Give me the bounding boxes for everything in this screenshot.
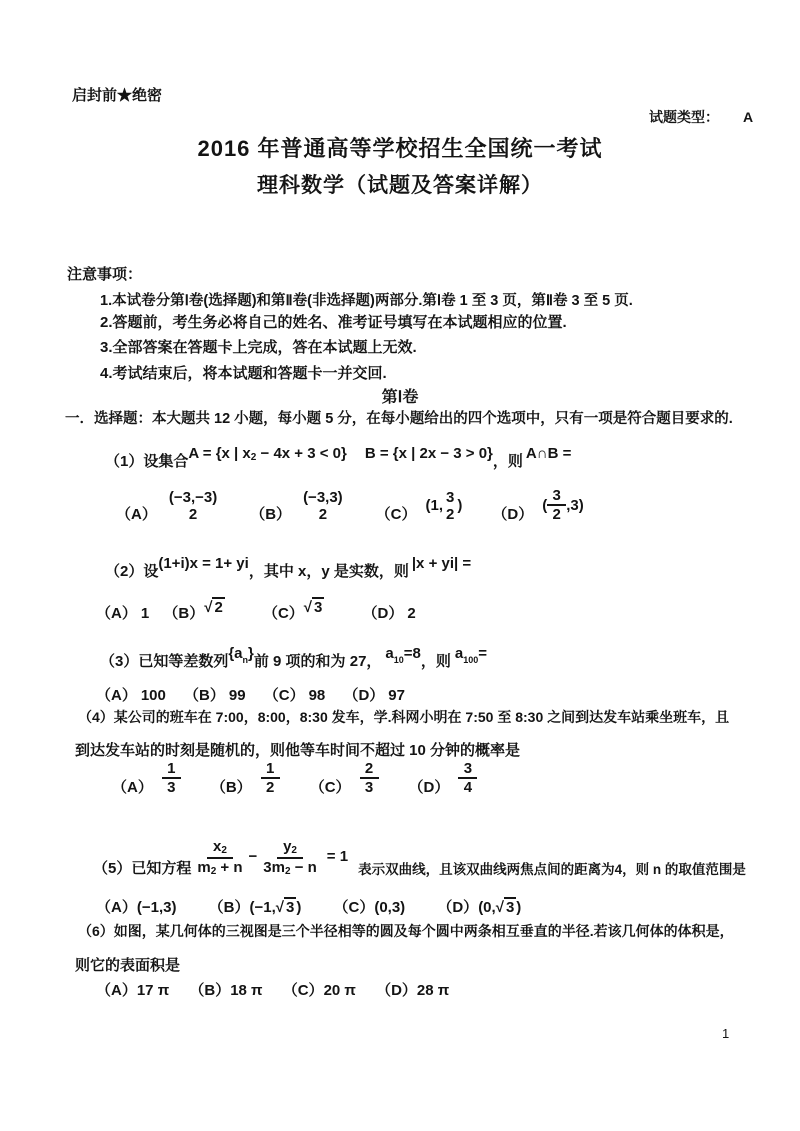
q3-then: ，则 (420, 653, 451, 670)
fraction-numerator: 1 (167, 760, 176, 777)
question-5-stem (93, 838, 746, 878)
fraction-denominator: 3 (360, 777, 379, 796)
q5-f2-num: y (283, 838, 292, 855)
fraction (166, 489, 220, 524)
q2-option-b (163, 599, 224, 622)
option-label: （C） (309, 778, 351, 796)
q5-option-b (209, 899, 302, 916)
option-post: ) (457, 496, 463, 514)
fraction-denominator: 2 (188, 506, 198, 524)
q2-option-a (96, 605, 149, 622)
radicand: 3 (505, 899, 515, 916)
question-1-stem (105, 445, 572, 471)
q3-a10 (385, 645, 421, 665)
option-label: （C） (262, 605, 304, 622)
radical-sign: √ (275, 899, 284, 916)
notice-item-1: 1.本试卷分第Ⅰ卷(选择题)和第Ⅱ卷(非选择题)两部分.第Ⅰ卷 1 至 3 页，第Ⅱ卷 3 至 5 页. (100, 293, 633, 309)
fraction-denominator (261, 859, 319, 878)
q5-tail: 表示双曲线，且该双曲线两焦点间的距离为4，则 n 的取值范围是 (358, 861, 746, 877)
option-value: (−1,3) (136, 899, 177, 916)
q4-options (112, 760, 507, 797)
fraction (458, 760, 477, 797)
paper-type-value: A (743, 109, 754, 125)
q3-option-c (264, 687, 326, 704)
q6-options (96, 979, 477, 1000)
q3-seq-post: } (248, 645, 254, 662)
section-instructions: 一．选择题：本大题共 12 小题，每小题 5 分，在每小题给出的四个选项中，只有一项是符合题目要求的. (65, 411, 733, 427)
option-label: （B） (250, 505, 292, 523)
q6-option-b (189, 982, 262, 999)
classification-label: 启封前★绝密 (72, 87, 163, 104)
option-label: （B） (184, 687, 225, 704)
radical-sign: √ (204, 599, 213, 616)
option-value: 18 π (230, 982, 263, 999)
option-value: 1 (140, 605, 150, 622)
q1-set-a-post: − 4x + 3 < 0} (256, 445, 347, 462)
q1-option-b (250, 487, 345, 524)
q5-fraction-1 (195, 838, 244, 878)
q2-option-d (363, 605, 416, 622)
q5-f1-den-a: m (197, 858, 211, 876)
q1-option-c (376, 487, 463, 524)
question-4-line1: （4）某公司的班车在 7:00，8:00，8:30 发车，学.科网小明在 7:50 至 8:30 之间到达发车站乘坐班车，且 (78, 709, 730, 725)
q2-options (96, 599, 444, 623)
q5-f1-den-b: + n (216, 858, 243, 876)
q4-option-c (310, 760, 379, 797)
option-value: 98 (308, 687, 326, 704)
page-number: 1 (722, 1026, 730, 1041)
q5-label: （5）已知方程 (93, 859, 192, 877)
q6-option-d (376, 982, 449, 999)
fraction-numerator: (−3,−3) (168, 489, 218, 506)
option-label: （B） (163, 605, 205, 622)
fraction-numerator: 1 (266, 760, 275, 777)
fraction-denominator: 2 (318, 506, 328, 524)
option-value: 20 π (323, 982, 356, 999)
q2-option-c (262, 599, 324, 622)
option-label: （D） (343, 687, 385, 704)
fraction-numerator: 2 (364, 760, 374, 777)
radicand: 2 (214, 599, 223, 616)
exam-subtitle: 理科数学（试题及答案详解） (257, 174, 543, 197)
option-label: （A） (96, 605, 137, 622)
square-root (496, 899, 517, 916)
option-label: （C） (333, 899, 375, 916)
fraction (261, 760, 280, 797)
fraction-denominator: 3 (162, 777, 181, 796)
option-label: （A） (96, 982, 137, 999)
option-label: （A） (96, 899, 137, 916)
fraction-denominator (195, 859, 244, 878)
q3-a10-eq: =8 (403, 645, 421, 662)
notices-heading: 注意事项： (67, 266, 143, 283)
question-3-stem (100, 645, 488, 671)
q1-set-a-pre: A = {x | x (188, 445, 251, 462)
radical-sign: √ (303, 599, 313, 616)
q3-a100-eq: = (478, 645, 488, 662)
q5-f2-den-exp: 2 (284, 865, 291, 877)
option-value: 99 (228, 687, 246, 704)
q1-options (116, 487, 614, 524)
option-value: 97 (388, 687, 405, 704)
option-label: （C） (263, 687, 305, 704)
q4-option-a (112, 760, 181, 797)
option-post: ) (516, 899, 522, 916)
question-6-line2: 则它的表面积是 (75, 957, 181, 974)
fraction-numerator: 3 (446, 489, 455, 506)
q2-equation: (1+i)x = 1+ yi (158, 555, 249, 572)
square-root (276, 899, 297, 916)
q2-label: （2）设 (105, 563, 159, 580)
fraction (360, 760, 379, 797)
notice-item-4: 4.考试结束后，将本试题和答题卡一并交回. (100, 365, 387, 382)
q1-option-a (116, 487, 220, 524)
q5-options (96, 896, 549, 917)
equals-sign: = 1 (326, 847, 349, 865)
q1-set-a (188, 445, 347, 462)
fraction-numerator: 3 (552, 487, 561, 504)
question-2-stem (105, 555, 472, 581)
q1-intersection: A∩B = (525, 445, 572, 462)
fraction-denominator: 4 (458, 777, 477, 796)
fraction-numerator: (−3,3) (303, 489, 343, 506)
fraction-numerator (207, 838, 233, 859)
q5-f1-num: x (212, 838, 222, 855)
fraction-numerator: 3 (463, 760, 473, 777)
q1-label: （1）设集合 (105, 453, 189, 470)
q1-option-d (492, 487, 583, 524)
q5-f1-den-exp: 2 (210, 865, 217, 877)
q1-sep: ，则 (492, 453, 523, 470)
option-label: （C） (282, 982, 324, 999)
q3-a100-sub: 100 (463, 655, 479, 665)
q5-option-a (96, 899, 176, 916)
option-label: （A） (112, 778, 153, 796)
question-4-line2: 到达发车站的时刻是随机的，则他等车时间不超过 10 分钟的概率是 (75, 742, 521, 759)
radicand: 3 (285, 899, 295, 916)
q6-option-c (283, 982, 356, 999)
option-value: 100 (140, 687, 166, 704)
q3-a10-sub: 10 (393, 655, 404, 665)
q5-f2-den-b: − n (290, 858, 317, 876)
q4-option-b (211, 760, 280, 797)
square-root (304, 599, 325, 616)
q1-set-b: B = {x | 2x − 3 > 0} (364, 445, 493, 462)
fraction-denominator: 2 (547, 504, 566, 523)
q3-label: （3）已知等差数列 (100, 653, 229, 670)
option-label: （D） (362, 605, 404, 622)
radical-sign: √ (495, 899, 504, 916)
q3-sequence (228, 645, 254, 665)
square-root (204, 599, 225, 616)
q3-a100-base: a (454, 645, 464, 662)
q4-option-d (409, 760, 478, 797)
notice-item-2: 2.答题前，考生务必将自己的姓名、准考证号填写在本试题相应的位置. (100, 314, 567, 331)
fraction (547, 487, 566, 524)
q3-option-b (184, 687, 246, 704)
q3-a100 (454, 645, 488, 665)
q3-a10-base: a (385, 645, 394, 662)
option-post: ,3) (566, 496, 584, 514)
q5-option-d (437, 899, 521, 916)
q6-option-a (96, 982, 169, 999)
option-label: （D） (437, 899, 479, 916)
paper-type (649, 107, 753, 127)
q5-f2-num-exp: 2 (291, 845, 297, 856)
option-post: ) (296, 899, 302, 916)
option-label: （B） (208, 899, 250, 916)
exam-title: 2016 年普通高等学校招生全国统一考试 (197, 136, 603, 161)
option-pre: ( (542, 496, 548, 514)
option-label: （D） (492, 505, 534, 523)
q5-option-c (333, 899, 405, 916)
fraction (443, 489, 457, 524)
q5-f1-num-exp: 2 (221, 845, 227, 856)
option-label: （D） (376, 982, 417, 999)
fraction (300, 489, 346, 524)
option-value: 17 π (136, 982, 170, 999)
option-label: （A） (116, 505, 157, 523)
paper-type-label: 试题类型： (649, 109, 719, 125)
option-value: 28 π (416, 982, 450, 999)
q3-seq-pre: {a (228, 645, 243, 662)
notice-item-3: 3.全部答案在答题卡上完成，答在本试题上无效. (100, 339, 417, 356)
fraction-numerator (277, 838, 303, 859)
question-6-line1: （6）如图，某几何体的三视图是三个半径相等的圆及每个圆中两条相互垂直的半径.若该几何体的体积是， (78, 923, 734, 939)
q1-set-a-exp: 2 (250, 452, 257, 463)
radicand: 3 (314, 599, 323, 616)
option-label: （B） (210, 778, 252, 796)
option-value: (0,3) (374, 899, 406, 916)
q3-option-d (343, 687, 405, 704)
minus-sign: − (248, 847, 258, 865)
option-pre: (1, (425, 496, 444, 514)
option-pre: (0, (478, 899, 496, 916)
fraction-denominator: 2 (446, 506, 455, 524)
option-label: （D） (408, 778, 450, 796)
q3-option-a (96, 687, 166, 704)
option-label: （A） (96, 687, 137, 704)
q5-f2-den-a: 3m (263, 858, 285, 876)
fraction (162, 760, 181, 797)
q5-fraction-2 (261, 838, 319, 878)
q2-modulus: |x + yi| = (411, 555, 472, 572)
fraction-denominator: 2 (261, 777, 280, 796)
q3-options (96, 684, 433, 705)
option-pre: (−1, (249, 899, 276, 916)
option-value: 2 (407, 605, 416, 622)
option-label: （C） (375, 505, 417, 523)
q3-seq-sub: n (242, 655, 249, 665)
q2-mid: ，其中 x，y 是实数，则 (248, 563, 409, 580)
section-heading: 第Ⅰ卷 (381, 389, 419, 406)
option-label: （B） (189, 982, 231, 999)
q3-mid: 前 9 项的和为 27， (253, 653, 382, 670)
